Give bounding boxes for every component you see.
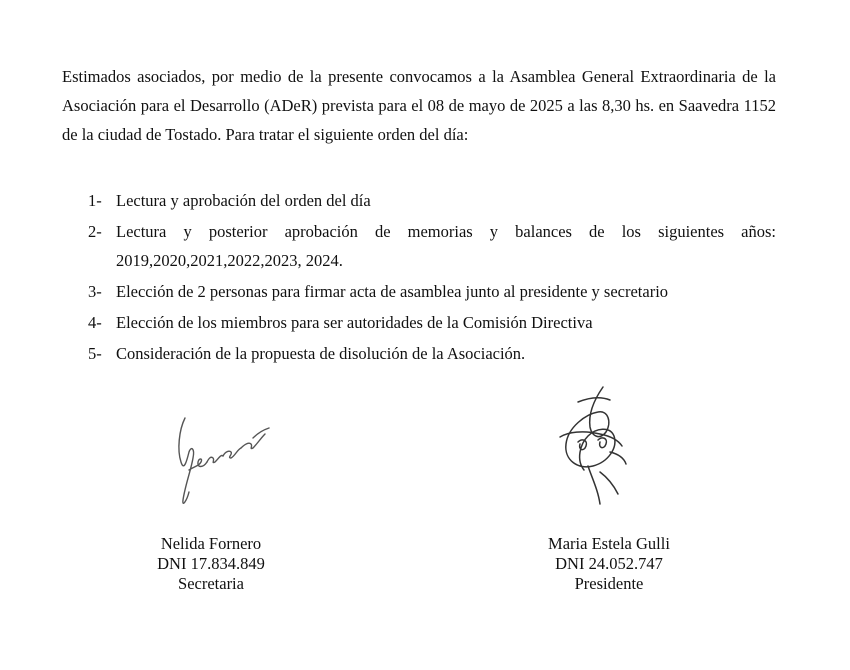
- president-dni: DNI 24.052.747: [555, 554, 663, 573]
- agenda-item-text: Lectura y aprobación del orden del día: [116, 191, 371, 210]
- president-signature-block: [524, 534, 694, 594]
- agenda-item-number: 4-: [88, 313, 102, 332]
- secretary-dni: DNI 17.834.849: [157, 554, 265, 573]
- agenda-item-text: Consideración de la propuesta de disolución de la Asociación.: [116, 344, 526, 363]
- agenda-item-number: 1-: [88, 191, 102, 210]
- secretary-signature: [165, 400, 285, 515]
- agenda-list: [88, 186, 776, 370]
- agenda-item-text: Lectura y posterior aprobación de memorias y balances de los siguientes años: 2019,2020,2021,2022,2023, 2024.: [116, 222, 776, 270]
- agenda-item-number: 3-: [88, 282, 102, 301]
- president-name: Maria Estela Gulli: [548, 534, 670, 553]
- agenda-item: [88, 277, 776, 306]
- agenda-item: [88, 339, 776, 368]
- agenda-item-number: 2-: [88, 222, 102, 241]
- agenda-item: [88, 217, 776, 275]
- agenda-item: [88, 308, 776, 337]
- secretary-role: Secretaria: [178, 574, 244, 593]
- agenda-item-number: 5-: [88, 344, 102, 363]
- secretary-signature-block: [131, 534, 291, 594]
- agenda-item: [88, 186, 776, 215]
- secretary-name: Nelida Fornero: [160, 534, 262, 553]
- convocation-paragraph: Estimados asociados, por medio de la presente convocamos a la Asamblea General Extraordinaria de la Asociación para el Desarrollo (ADeR) prevista para el 08 de mayo de 2025 a las 8,30 hs. en Saavedra 1152 de la ciudad de Tostado. Para tratar el siguiente orden del día:: [62, 67, 776, 144]
- president-signature: [548, 382, 638, 512]
- agenda-item-text: Elección de 2 personas para firmar acta de asamblea junto al presidente y secretario: [116, 282, 669, 301]
- agenda-item-text: Elección de los miembros para ser autoridades de la Comisión Directiva: [116, 313, 593, 332]
- president-role: Presidente: [574, 574, 644, 593]
